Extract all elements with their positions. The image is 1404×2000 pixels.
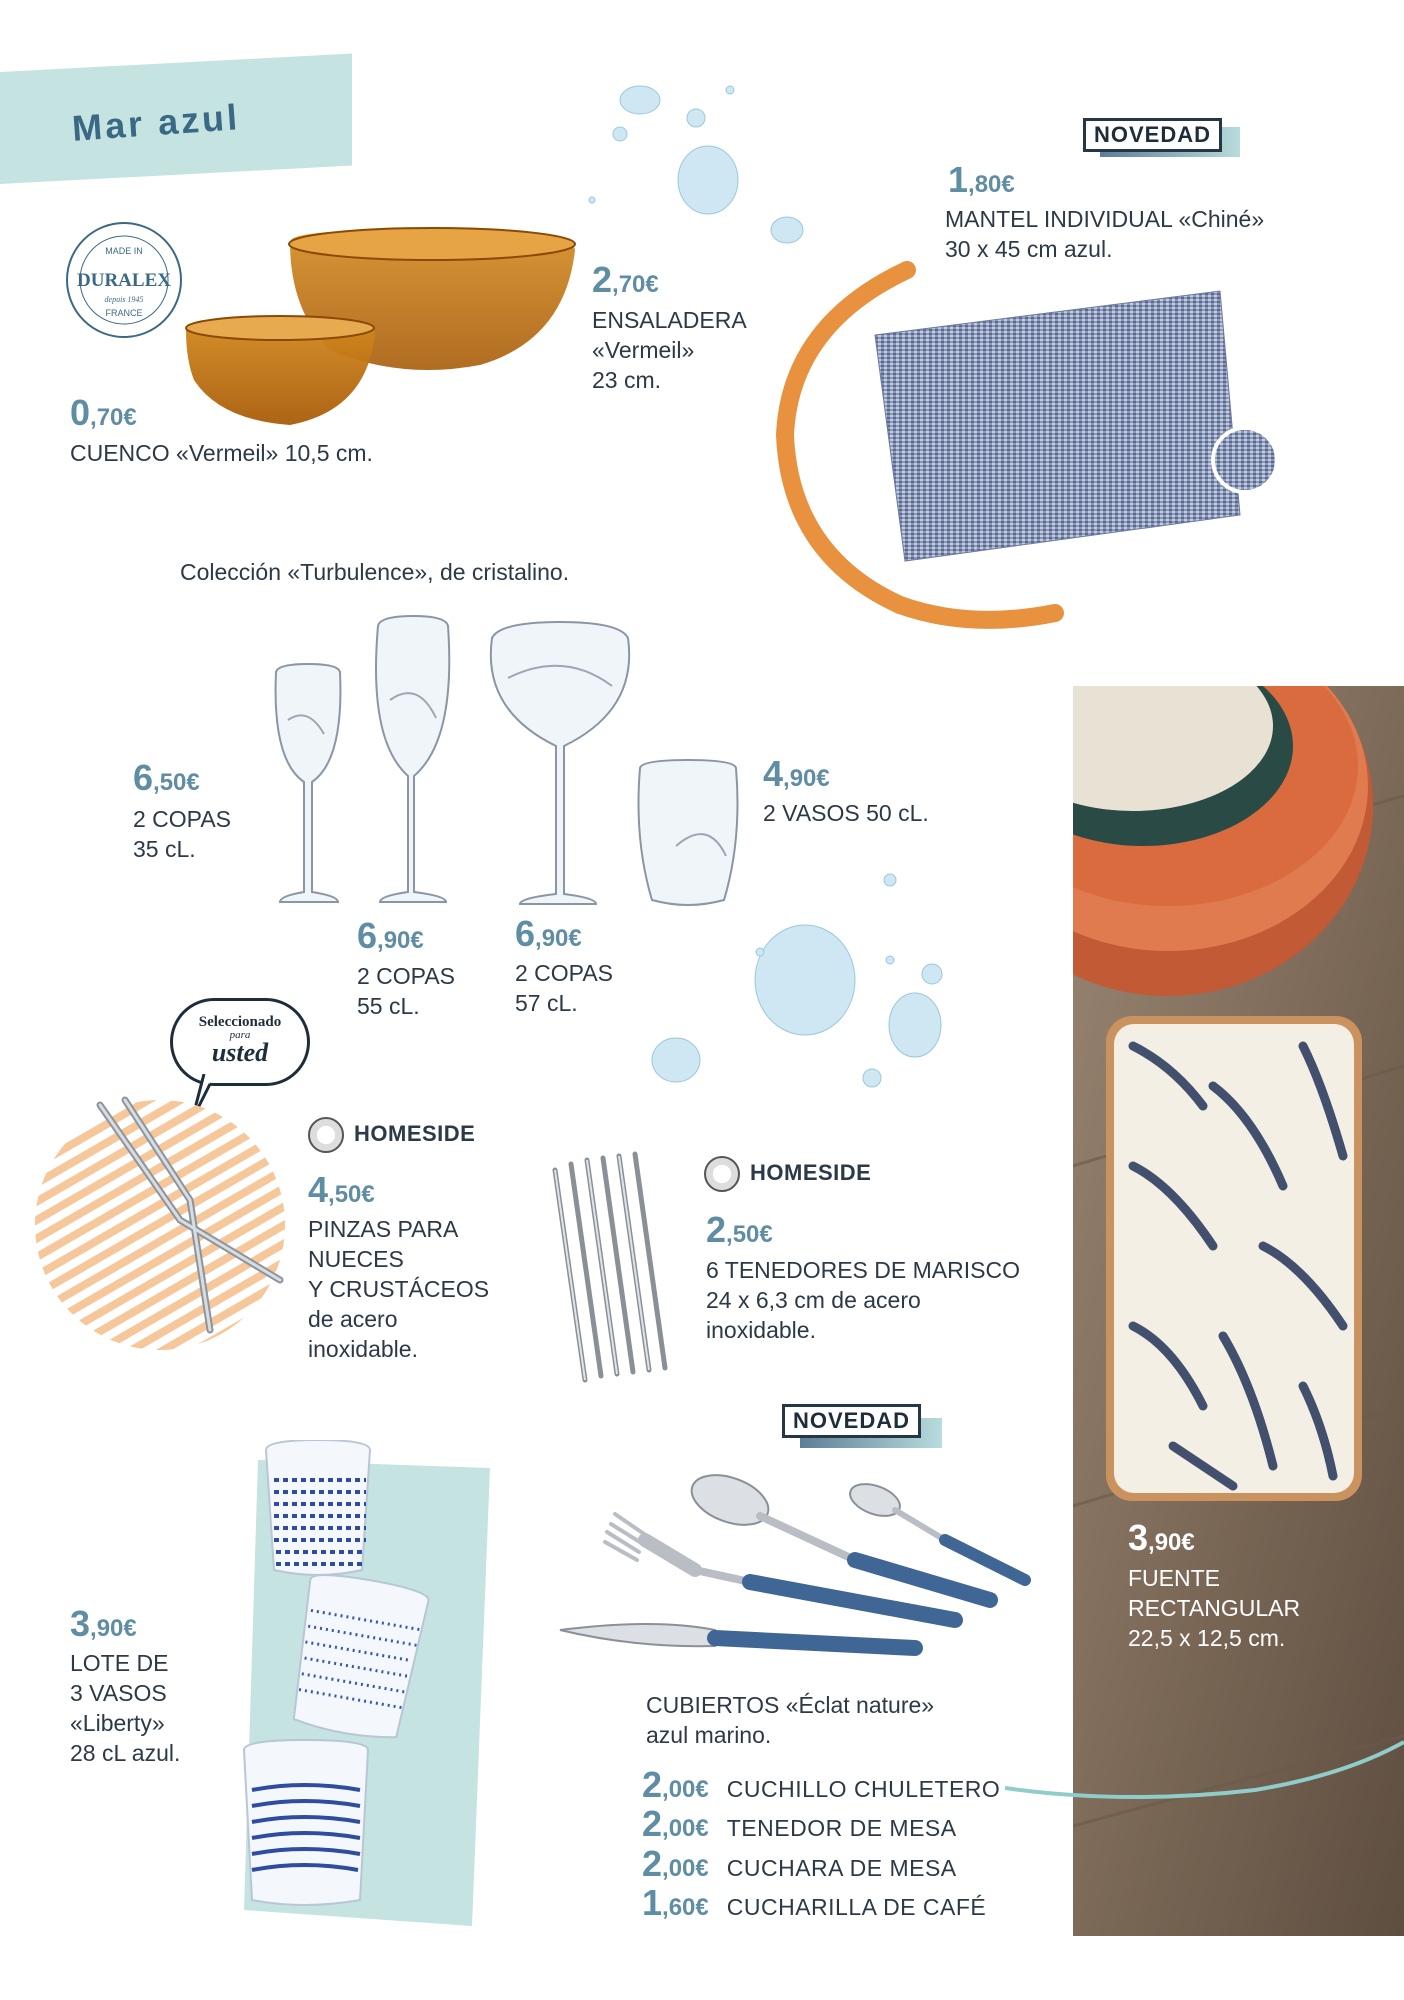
- svg-text:depuis 1945: depuis 1945: [104, 295, 144, 304]
- vasos50-price: 4,90€: [763, 753, 830, 794]
- price: 2,00€: [642, 1803, 709, 1844]
- pinzas-price: 4,50€: [308, 1169, 375, 1210]
- price: 2,00€: [642, 1764, 709, 1805]
- fuente-price: 3,90€: [1128, 1517, 1195, 1558]
- svg-text:DURALEX: DURALEX: [77, 270, 171, 291]
- homeside-brand: HOMESIDE: [704, 1156, 871, 1192]
- copas35-description: 2 COPAS 35 cL.: [133, 806, 231, 862]
- cutlery-image: [555, 1470, 1035, 1680]
- copas57-price: 6,90€: [515, 913, 582, 954]
- seafood-forks-image: [545, 1150, 695, 1390]
- tenedores-price: 2,50€: [706, 1209, 773, 1250]
- selection-seal-icon: [704, 1156, 740, 1192]
- copas57-description: 2 COPAS 57 cL.: [515, 960, 613, 1016]
- mantel-description: MANTEL INDIVIDUAL «Chiné» 30 x 45 cm azul.: [945, 206, 1265, 262]
- price-row-label: CUCHARILLA DE CAFÉ: [726, 1894, 987, 1920]
- placemat-image: [770, 255, 1280, 655]
- liberty-glasses-image: [228, 1440, 508, 1940]
- copas55-description: 2 COPAS 55 cL.: [357, 963, 455, 1019]
- fuente-description: FUENTE RECTANGULAR 22,5 x 12,5 cm.: [1128, 1565, 1301, 1651]
- price-row: [642, 1764, 1001, 1805]
- ensaladera-price: 2,70€: [592, 259, 659, 300]
- seleccionado-line2: para: [229, 1029, 251, 1041]
- seleccionado-line3: usted: [211, 1038, 269, 1067]
- price-row-label: CUCHARA DE MESA: [726, 1855, 957, 1881]
- tenedores-description: 6 TENEDORES DE MARISCO 24 x 6,3 cm de acero inoxidable.: [706, 1257, 1020, 1343]
- seleccionado-bubble: [170, 998, 310, 1086]
- water-drops-decoration: [580, 70, 820, 250]
- selection-seal-icon: [308, 1117, 344, 1153]
- svg-text:FRANCE: FRANCE: [105, 308, 143, 318]
- mantel-price: 1,80€: [948, 159, 1015, 200]
- connector-line: [1005, 1720, 1404, 1810]
- liberty-price: 3,90€: [70, 1603, 137, 1644]
- copas55-price: 6,90€: [357, 915, 424, 956]
- price: 2,00€: [642, 1843, 709, 1884]
- ensaladera-description: ENSALADERA «Vermeil» 23 cm.: [592, 307, 747, 393]
- price-row-label: TENEDOR DE MESA: [726, 1815, 957, 1841]
- price-row-label: CUCHILLO CHULETERO: [726, 1776, 1001, 1802]
- homeside-brand: HOMESIDE: [308, 1117, 475, 1153]
- water-drops-decoration: [640, 860, 1000, 1090]
- price-row: [642, 1882, 987, 1923]
- vermeil-bowls-image: [180, 220, 580, 430]
- liberty-description: LOTE DE 3 VASOS «Liberty» 28 cL azul.: [70, 1650, 181, 1766]
- novedad-badge: NOVEDAD: [782, 1404, 921, 1438]
- coleccion-caption: Colección «Turbulence», de cristalino.: [180, 559, 570, 585]
- nutcracker-image: [30, 1090, 320, 1360]
- novedad-badge: NOVEDAD: [1083, 118, 1222, 152]
- price-row: [642, 1843, 957, 1884]
- cuenco-description: CUENCO «Vermeil» 10,5 cm.: [70, 440, 373, 466]
- cuenco-price: 0,70€: [70, 392, 137, 433]
- copas35-price: 6,50€: [133, 757, 200, 798]
- svg-text:MADE IN: MADE IN: [105, 246, 143, 256]
- price: 1,60€: [642, 1882, 709, 1923]
- vasos50-description: 2 VASOS 50 cL.: [763, 800, 929, 826]
- cubiertos-description: CUBIERTOS «Éclat nature» azul marino.: [646, 1692, 935, 1748]
- duralex-seal-icon: [68, 224, 180, 336]
- price-row: [642, 1803, 957, 1844]
- duralex-logo: [66, 222, 182, 338]
- pinzas-description: PINZAS PARA NUECES Y CRUSTÁCEOS de acero inoxidable.: [308, 1216, 490, 1362]
- seleccionado-line1: Seleccionado: [198, 1014, 282, 1030]
- page-title: Mar azul: [70, 96, 242, 149]
